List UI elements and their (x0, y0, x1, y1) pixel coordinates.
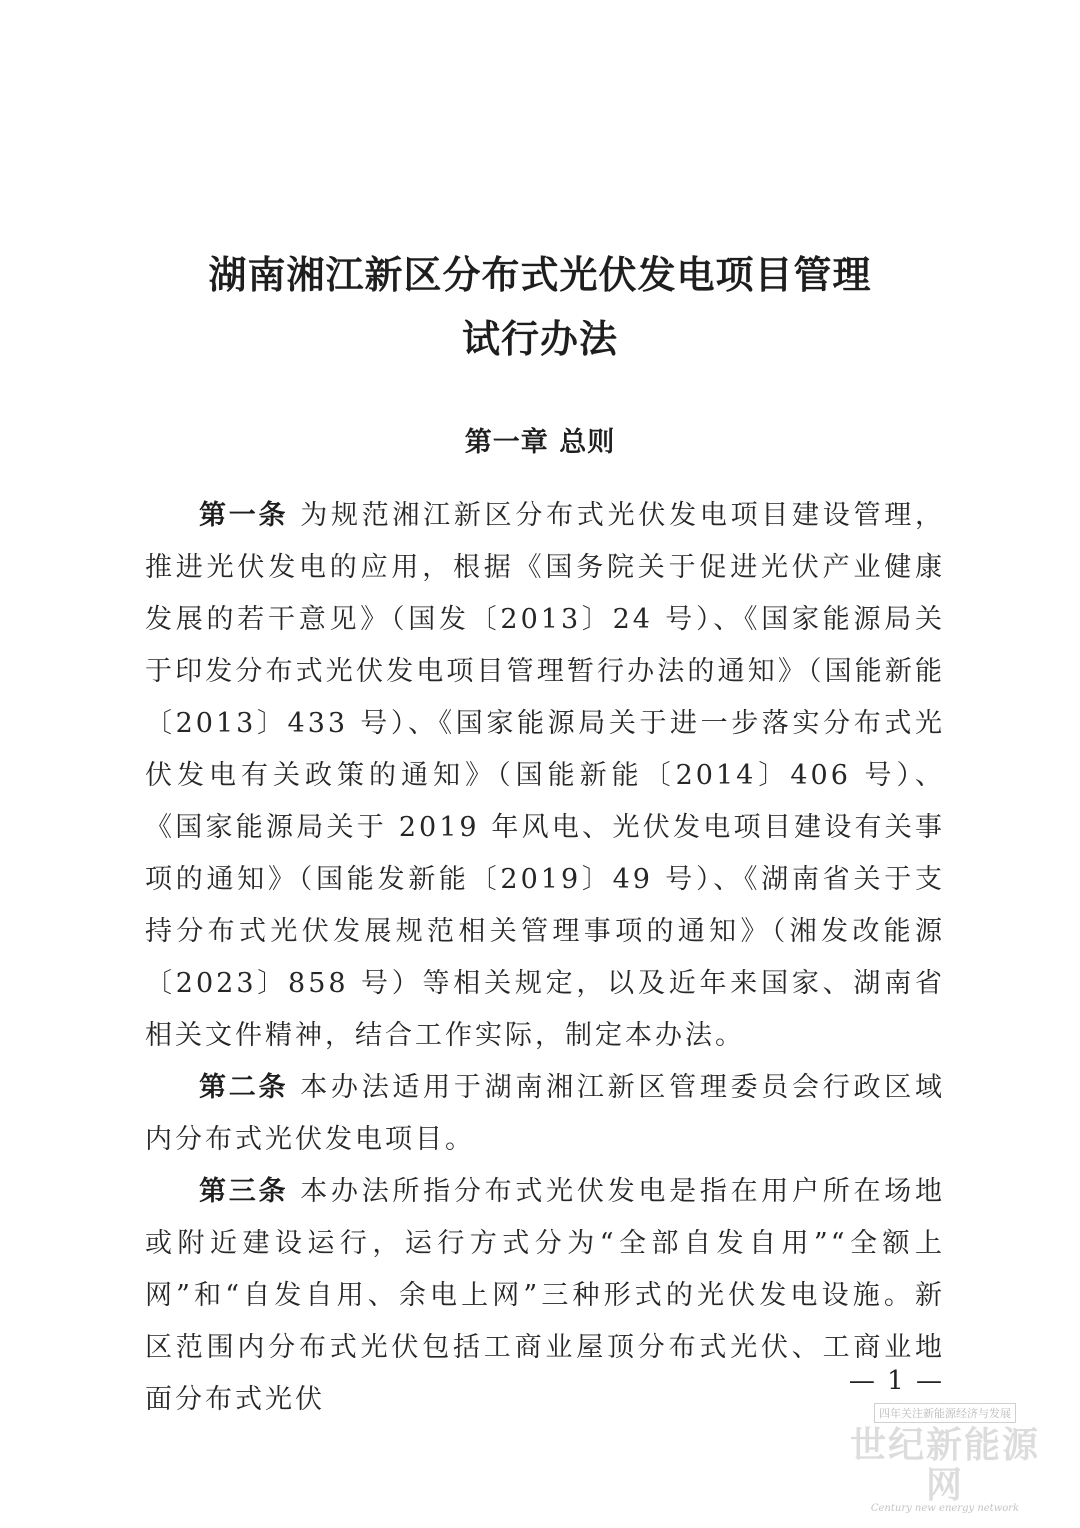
document-title-line2: 试行办法 (461, 316, 618, 361)
article-2-text: 本办法适用于湖南湘江新区管理委员会行政区域内分布式光伏发电项目。 (145, 1072, 946, 1155)
article-1-text: 为规范湘江新区分布式光伏发电项目建设管理，推进光伏发电的应用，根据《国务院关于促进光伏产业健康发展的若干意见》（国发〔2013〕24 号）、《国家能源局关于印发分布式光伏发电项目管理暂行办法的通知》（国能新能〔2013〕433 号）、《国家能源局关于进一步落实分布式光伏发电有关政策的通知》（国能新能〔2014〕406 号）、《国家能源局关于 2019 年风电、光伏发电项目建设有关事项的通知》（国能发新能〔2019〕49 号）、《湖南省关于支持分布式光伏发展规范相关管理事项的通知》（湘发改能源〔2023〕858 号）等相关规定，以及近年来国家、湖南省相关文件精神，结合工作实际，制定本办法。 (145, 500, 946, 1051)
watermark-logo (840, 1402, 1050, 1514)
article-1-label: 第一条 (199, 500, 289, 531)
article-2-label: 第二条 (199, 1072, 289, 1103)
watermark-name: 世纪新能源网 (849, 1424, 1040, 1506)
article-3-label: 第三条 (199, 1176, 289, 1207)
chapter-heading: 第一章 总则 (464, 427, 616, 458)
article-2 (145, 1062, 945, 1166)
document-body (145, 490, 945, 1426)
page-number: — 1 — (848, 1366, 944, 1396)
article-3-text: 本办法所指分布式光伏发电是指在用户所在场地或附近建设运行，运行方式分为“全部自发自用”“全额上网”和“自发自用、余电上网”三种形式的光伏发电设施。新区范围内分布式光伏包括工商业屋顶分布式光伏、工商业地面分布式光伏 (145, 1176, 946, 1415)
watermark-english: Century new energy network (870, 1503, 1020, 1514)
document-title-line1: 湖南湘江新区分布式光伏发电项目管理 (208, 252, 872, 297)
article-1 (145, 490, 945, 1062)
watermark-tagline: 四年关注新能源经济与发展 (874, 1403, 1016, 1423)
article-3 (145, 1166, 945, 1426)
